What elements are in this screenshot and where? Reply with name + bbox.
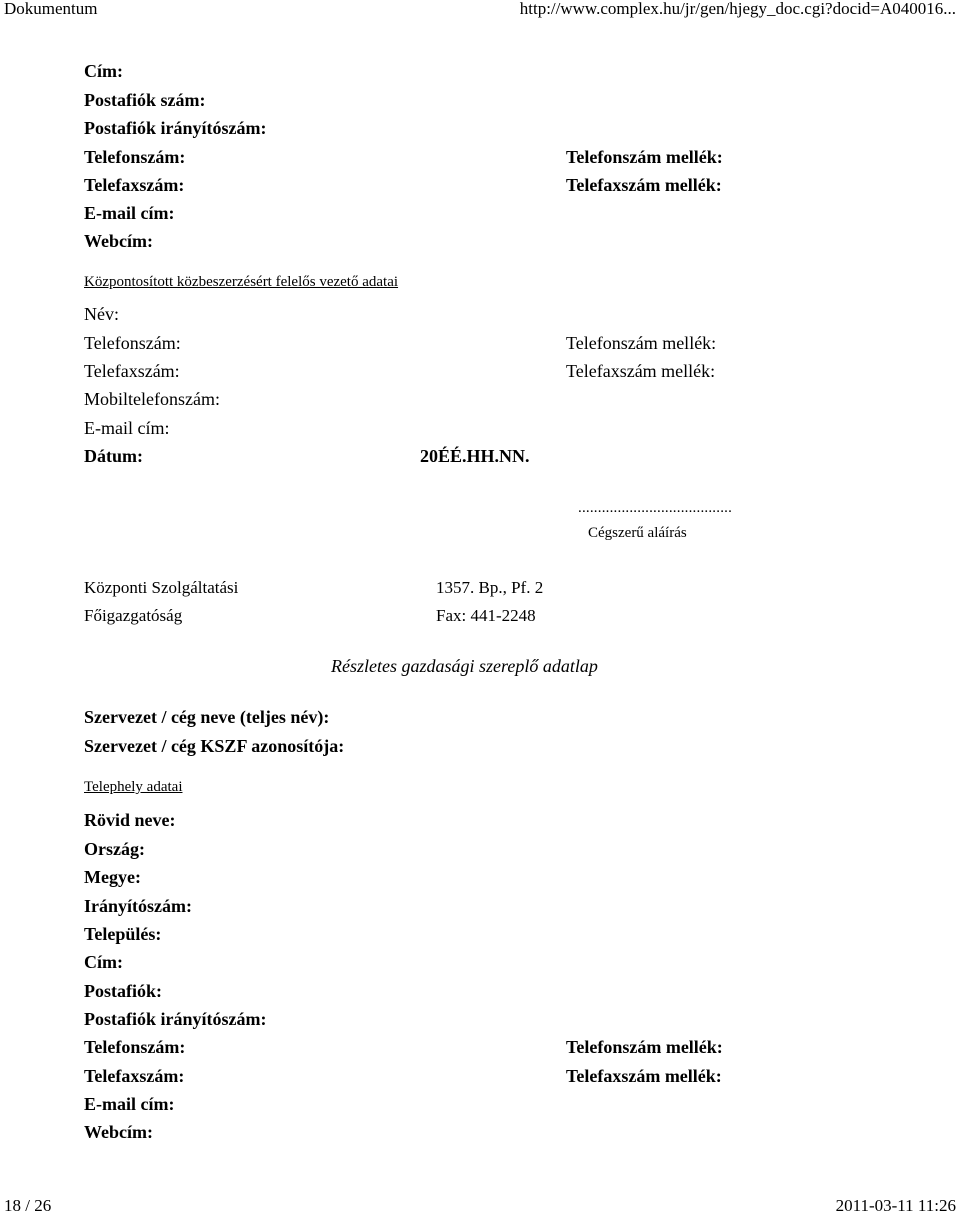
- org-name-line2: Főigazgatóság: [84, 606, 183, 625]
- manager-telefonszam-mellek-label: Telefonszám mellék:: [566, 333, 717, 353]
- rovid-neve-label: Rövid neve:: [84, 810, 176, 830]
- webcim-label: Webcím:: [84, 231, 153, 251]
- entity-kszf-label: Szervezet / cég KSZF azonosítója:: [84, 736, 345, 756]
- site-postafiok-iranyitoszam-label: Postafiók irányítószám:: [84, 1009, 267, 1029]
- manager-telefonszam-label: Telefonszám:: [84, 333, 181, 353]
- manager-telefaxszam-mellek-label: Telefaxszám mellék:: [566, 361, 716, 381]
- signature-label: Cégszerű aláírás: [588, 525, 687, 541]
- org-name-line1: Központi Szolgáltatási: [84, 578, 239, 597]
- manager-telefaxszam-label: Telefaxszám:: [84, 361, 180, 381]
- mobil-label: Mobiltelefonszám:: [84, 389, 220, 409]
- iranyitoszam-label: Irányítószám:: [84, 896, 192, 916]
- site-telefonszam-mellek-label: Telefonszám mellék:: [566, 1037, 723, 1057]
- telepules-label: Település:: [84, 924, 162, 944]
- org-fax: Fax: 441-2248: [436, 606, 536, 625]
- entity-name-label: Szervezet / cég neve (teljes név):: [84, 707, 330, 727]
- datum-value: 20ÉÉ.HH.NN.: [420, 446, 530, 466]
- email-label: E-mail cím:: [84, 203, 175, 223]
- site-webcim-label: Webcím:: [84, 1122, 153, 1142]
- signature-dots: .......................................: [578, 500, 733, 516]
- site-telefaxszam-mellek-label: Telefaxszám mellék:: [566, 1066, 722, 1086]
- telefaxszam-label: Telefaxszám:: [84, 175, 185, 195]
- datum-label: Dátum:: [84, 446, 143, 466]
- postafiok-szam-label: Postafiók szám:: [84, 90, 206, 110]
- telefonszam-label: Telefonszám:: [84, 147, 186, 167]
- page-number: 18 / 26: [4, 1196, 52, 1215]
- postafiok-iranyitoszam-label: Postafiók irányítószám:: [84, 118, 267, 138]
- telefaxszam-mellek-label: Telefaxszám mellék:: [566, 175, 722, 195]
- telefonszam-mellek-label: Telefonszám mellék:: [566, 147, 723, 167]
- cim-label: Cím:: [84, 61, 123, 81]
- orszag-label: Ország:: [84, 839, 145, 859]
- site-cim-label: Cím:: [84, 952, 123, 972]
- org-address: 1357. Bp., Pf. 2: [436, 578, 544, 597]
- site-email-label: E-mail cím:: [84, 1094, 175, 1114]
- megye-label: Megye:: [84, 867, 141, 887]
- form-title: Részletes gazdasági szereplő adatlap: [331, 656, 598, 676]
- nev-label: Név:: [84, 304, 119, 324]
- header-title: Dokumentum: [4, 0, 98, 18]
- site-section-heading: Telephely adatai: [84, 779, 183, 795]
- site-telefonszam-label: Telefonszám:: [84, 1037, 186, 1057]
- print-timestamp: 2011-03-11 11:26: [835, 1196, 956, 1215]
- manager-section-heading: Központosított közbeszerzésért felelős vezető adatai: [84, 274, 399, 290]
- manager-email-label: E-mail cím:: [84, 418, 170, 438]
- header-url: http://www.complex.hu/jr/gen/hjegy_doc.cgi?docid=A040016...: [519, 0, 956, 18]
- site-telefaxszam-label: Telefaxszám:: [84, 1066, 185, 1086]
- postafiok-label: Postafiók:: [84, 981, 162, 1001]
